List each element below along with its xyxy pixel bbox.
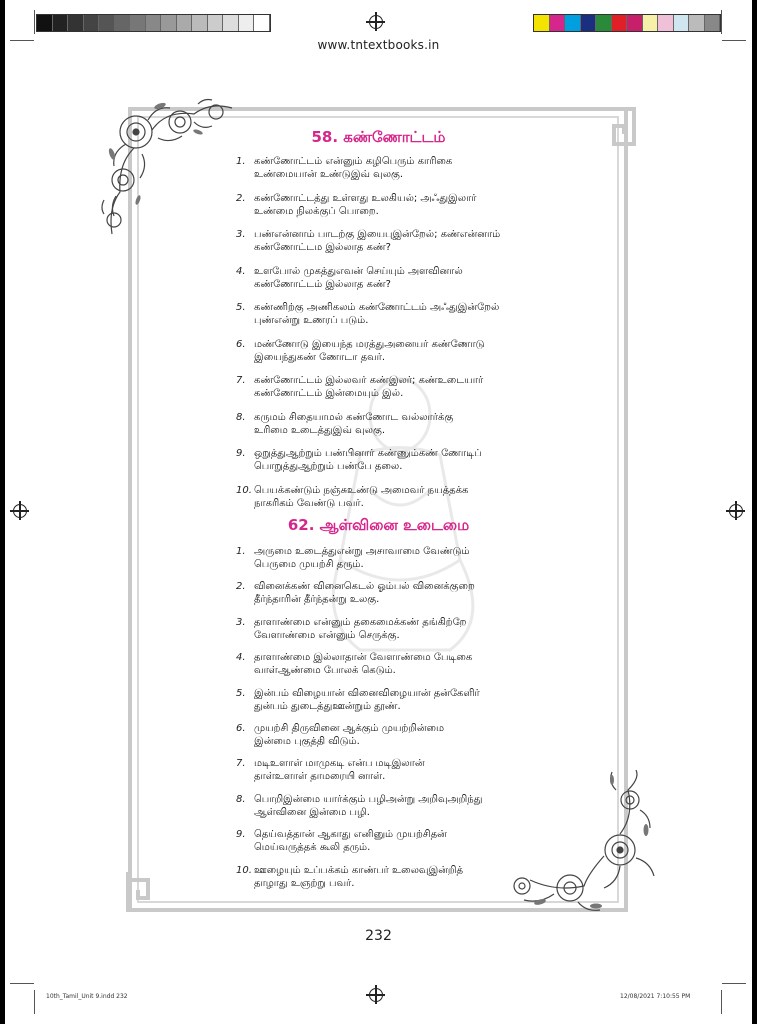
- page-number: 232: [365, 928, 392, 944]
- verse-number: 7.: [236, 758, 246, 770]
- verse-number: 5.: [236, 302, 246, 313]
- kural-verse: [236, 651, 616, 677]
- verse-number: 7.: [236, 375, 246, 386]
- footer-filename: 10th_Tamil_Unit 9.indd 232: [46, 993, 128, 1000]
- verse-number: 9.: [236, 829, 246, 841]
- kural-verse: [236, 545, 616, 571]
- kural-verse: [236, 155, 616, 181]
- verse-line-2: வேளாண்மை என்னும் செருக்கு.: [254, 629, 400, 641]
- crop-mark: [722, 983, 746, 984]
- registration-mark-top: [369, 15, 383, 29]
- calibration-swatch: [596, 15, 612, 31]
- crop-mark: [721, 990, 722, 1014]
- crop-mark: [34, 10, 35, 34]
- calibration-swatch: [37, 15, 53, 31]
- verse-line-1: மண்ணோடு இயைந்த மரத்துஅனையர் கண்ணோடு: [254, 338, 485, 350]
- kural-verse: [236, 301, 616, 327]
- calibration-swatch: [53, 15, 69, 31]
- verse-line-1: தாளாண்மை என்னும் தகைமைக்கண் தங்கிற்றே: [254, 616, 467, 628]
- verse-line-2: துன்பம் துடைத்துஊன்றும் தூண்.: [254, 700, 401, 712]
- verse-line-2: ஆள்வினை இன்மை பழி.: [254, 806, 370, 818]
- verse-line-1: கருமம் சிதையாமல் கண்ணோட வல்லார்க்கு: [254, 411, 454, 423]
- calibration-swatch: [254, 15, 270, 31]
- site-url: www.tntextbooks.in: [317, 38, 440, 52]
- grayscale-calibration-bar: [36, 14, 271, 32]
- kural-verse: [236, 722, 616, 748]
- verse-line-1: இன்பம் விழையான் வினைவிழையான் தன்கேளிர்: [254, 687, 480, 699]
- verse-number: 4.: [236, 652, 246, 664]
- verse-line-1: கண்ணிற்கு அணிகலம் கண்ணோட்டம் அஃதுஇன்றேல்: [254, 302, 500, 313]
- calibration-swatch: [627, 15, 643, 31]
- verse-line-2: உரிமை உடைத்துஇவ் வுலகு.: [254, 424, 385, 436]
- calibration-swatch: [99, 15, 115, 31]
- verse-number: 8.: [236, 411, 246, 423]
- kural-verse: [236, 580, 616, 606]
- kural-verse: [236, 484, 616, 510]
- kural-verse: [236, 228, 616, 254]
- verse-line-1: முயற்சி திருவினை ஆக்கும் முயற்றின்மை: [254, 723, 445, 734]
- verse-line-1: கண்ணோட்டம் என்னும் கழிபெரும் காரிகை: [254, 156, 453, 167]
- kural-verse: [236, 757, 616, 783]
- verse-line-1: தாளாண்மை இல்லாதான் வேளாண்மை பேடிகை: [254, 652, 473, 664]
- verse-line-2: வாள்ஆண்மை போலக் கெடும்.: [254, 665, 396, 677]
- calibration-swatch: [115, 15, 131, 31]
- kural-verse: [236, 265, 616, 291]
- verse-line-2: தாழாது உஞற்று பவர்.: [254, 877, 355, 889]
- verse-number: 10.: [236, 484, 252, 496]
- verse-line-1: பண்என்னாம் பாடற்கு இயைபுஇன்றேல்; கண்என்னாம்: [254, 229, 501, 240]
- calibration-swatch: [674, 15, 690, 31]
- verse-line-2: மெய்வருத்தக் கூலி தரும்.: [254, 842, 371, 854]
- calibration-swatch: [550, 15, 566, 31]
- verse-line-2: இன்மை புகுத்தி விடும்.: [254, 736, 360, 747]
- verse-line-2: தீர்ந்தாரின் தீர்ந்தன்று உலகு.: [254, 594, 380, 606]
- footer-timestamp: 12/08/2021 7:10:55 PM: [620, 993, 691, 1000]
- verse-line-1: ஊழையும் உப்பக்கம் காண்பர் உலைவுஇன்றித்: [254, 864, 464, 876]
- verse-number: 10.: [236, 864, 252, 876]
- verse-line-1: கண்ணோட்டத்து உள்ளது உலகியல்; அஃதுஇலார்: [254, 192, 477, 204]
- color-calibration-bar: [533, 14, 721, 32]
- verse-number: 1.: [236, 546, 246, 557]
- calibration-swatch: [612, 15, 628, 31]
- verse-line-2: கண்ணோட்டம் இல்லாத கண்?: [254, 278, 391, 290]
- calibration-swatch: [130, 15, 146, 31]
- kural-verse: [236, 616, 616, 642]
- calibration-swatch: [565, 15, 581, 31]
- crop-mark: [10, 983, 34, 984]
- calibration-swatch: [643, 15, 659, 31]
- verse-number: 2.: [236, 581, 246, 593]
- calibration-swatch: [534, 15, 550, 31]
- verse-number: 6.: [236, 723, 246, 734]
- verse-line-2: உண்மையான் உண்டுஇவ் வுலகு.: [254, 169, 404, 180]
- kural-verse: [236, 864, 616, 890]
- verse-number: 5.: [236, 687, 246, 699]
- verse-number: 9.: [236, 448, 246, 459]
- calibration-swatch: [581, 15, 597, 31]
- verse-line-1: கண்ணோட்டம் இல்லவர் கண்இலர்; கண்உடையார்: [254, 375, 484, 386]
- frame-corner-key-icon: [120, 870, 170, 916]
- kural-verse: [236, 687, 616, 713]
- kural-verse: [236, 192, 616, 218]
- verse-line-2: நாகரிகம் வேண்டு பவர்.: [254, 497, 364, 509]
- verse-line-1: மடிஉளாள் மாமுகடி என்ப மடிஇலான்: [254, 758, 425, 770]
- verse-line-1: ஒறுத்துஆற்றும் பண்பினார் கண்ணும்கண் ணோடிப்: [254, 448, 482, 459]
- calibration-swatch: [658, 15, 674, 31]
- verse-line-2: பெருமை முயற்சி தரும்.: [254, 559, 364, 570]
- calibration-swatch: [177, 15, 193, 31]
- verse-line-1: அருமை உடைத்துஎன்று அசாவாமை வேண்டும்: [254, 546, 470, 557]
- calibration-swatch: [705, 15, 721, 31]
- verse-number: 1.: [236, 156, 246, 167]
- kural-verse: [236, 793, 616, 819]
- kural-verse: [236, 447, 616, 473]
- verse-number: 6.: [236, 338, 246, 350]
- verse-line-1: தெய்வத்தான் ஆகாது எனினும் முயற்சிதன்: [254, 829, 447, 841]
- crop-mark: [721, 10, 722, 34]
- verse-number: 2.: [236, 192, 246, 204]
- verse-line-1: பெயக்கண்டும் நஞ்சுஉண்டு அமைவர் நயத்தக்க: [254, 484, 469, 496]
- verse-number: 4.: [236, 265, 246, 277]
- kural-verse: [236, 338, 616, 364]
- crop-mark: [34, 990, 35, 1014]
- verse-number: 3.: [236, 229, 246, 240]
- verse-line-2: கண்ணோட்டம இல்லாத கண்?: [254, 242, 391, 253]
- verse-number: 3.: [236, 616, 246, 628]
- calibration-swatch: [223, 15, 239, 31]
- verse-line-1: உளபோல் முகத்துஎவன் செய்யும் அளவினால்: [254, 265, 463, 277]
- verse-line-2: புண்என்று உணரப் படும்.: [254, 315, 369, 326]
- registration-mark-bottom: [369, 988, 383, 1002]
- calibration-swatch: [689, 15, 705, 31]
- verse-line-2: தாள்உளாள் தாமரையி னாள்.: [254, 771, 386, 783]
- verse-number: 8.: [236, 793, 246, 805]
- calibration-swatch: [239, 15, 255, 31]
- verse-line-2: பொறுத்துஆற்றும் பண்பே தலை.: [254, 461, 403, 472]
- calibration-swatch: [192, 15, 208, 31]
- verse-line-1: பொறிஇன்மை யார்க்கும் பழிஅன்று அறிவுஅறிந்து: [254, 793, 483, 805]
- section-title-kannottam: 58. கண்ணோட்டம்: [311, 128, 446, 146]
- verse-line-1: வினைக்கண் வினைகெடல் ஓம்பல் வினைக்குறை: [254, 581, 475, 593]
- kural-verse: [236, 828, 616, 854]
- kural-verse: [236, 374, 616, 400]
- calibration-swatch: [146, 15, 162, 31]
- calibration-swatch: [161, 15, 177, 31]
- calibration-swatch: [208, 15, 224, 31]
- verse-line-2: கண்ணோட்டம் இன்மையும் இல்.: [254, 388, 404, 399]
- floral-corner-ornament-icon: [98, 92, 238, 242]
- verse-line-2: உண்மை நிலக்குப் பொறை.: [254, 205, 379, 217]
- kural-verse: [236, 411, 616, 437]
- section-title-aalvinai-udaimai: 62. ஆள்வினை உடைமை: [287, 516, 470, 534]
- verse-line-2: இயைந்துகண் ணோடா தவர்.: [254, 351, 386, 363]
- calibration-swatch: [84, 15, 100, 31]
- calibration-swatch: [68, 15, 84, 31]
